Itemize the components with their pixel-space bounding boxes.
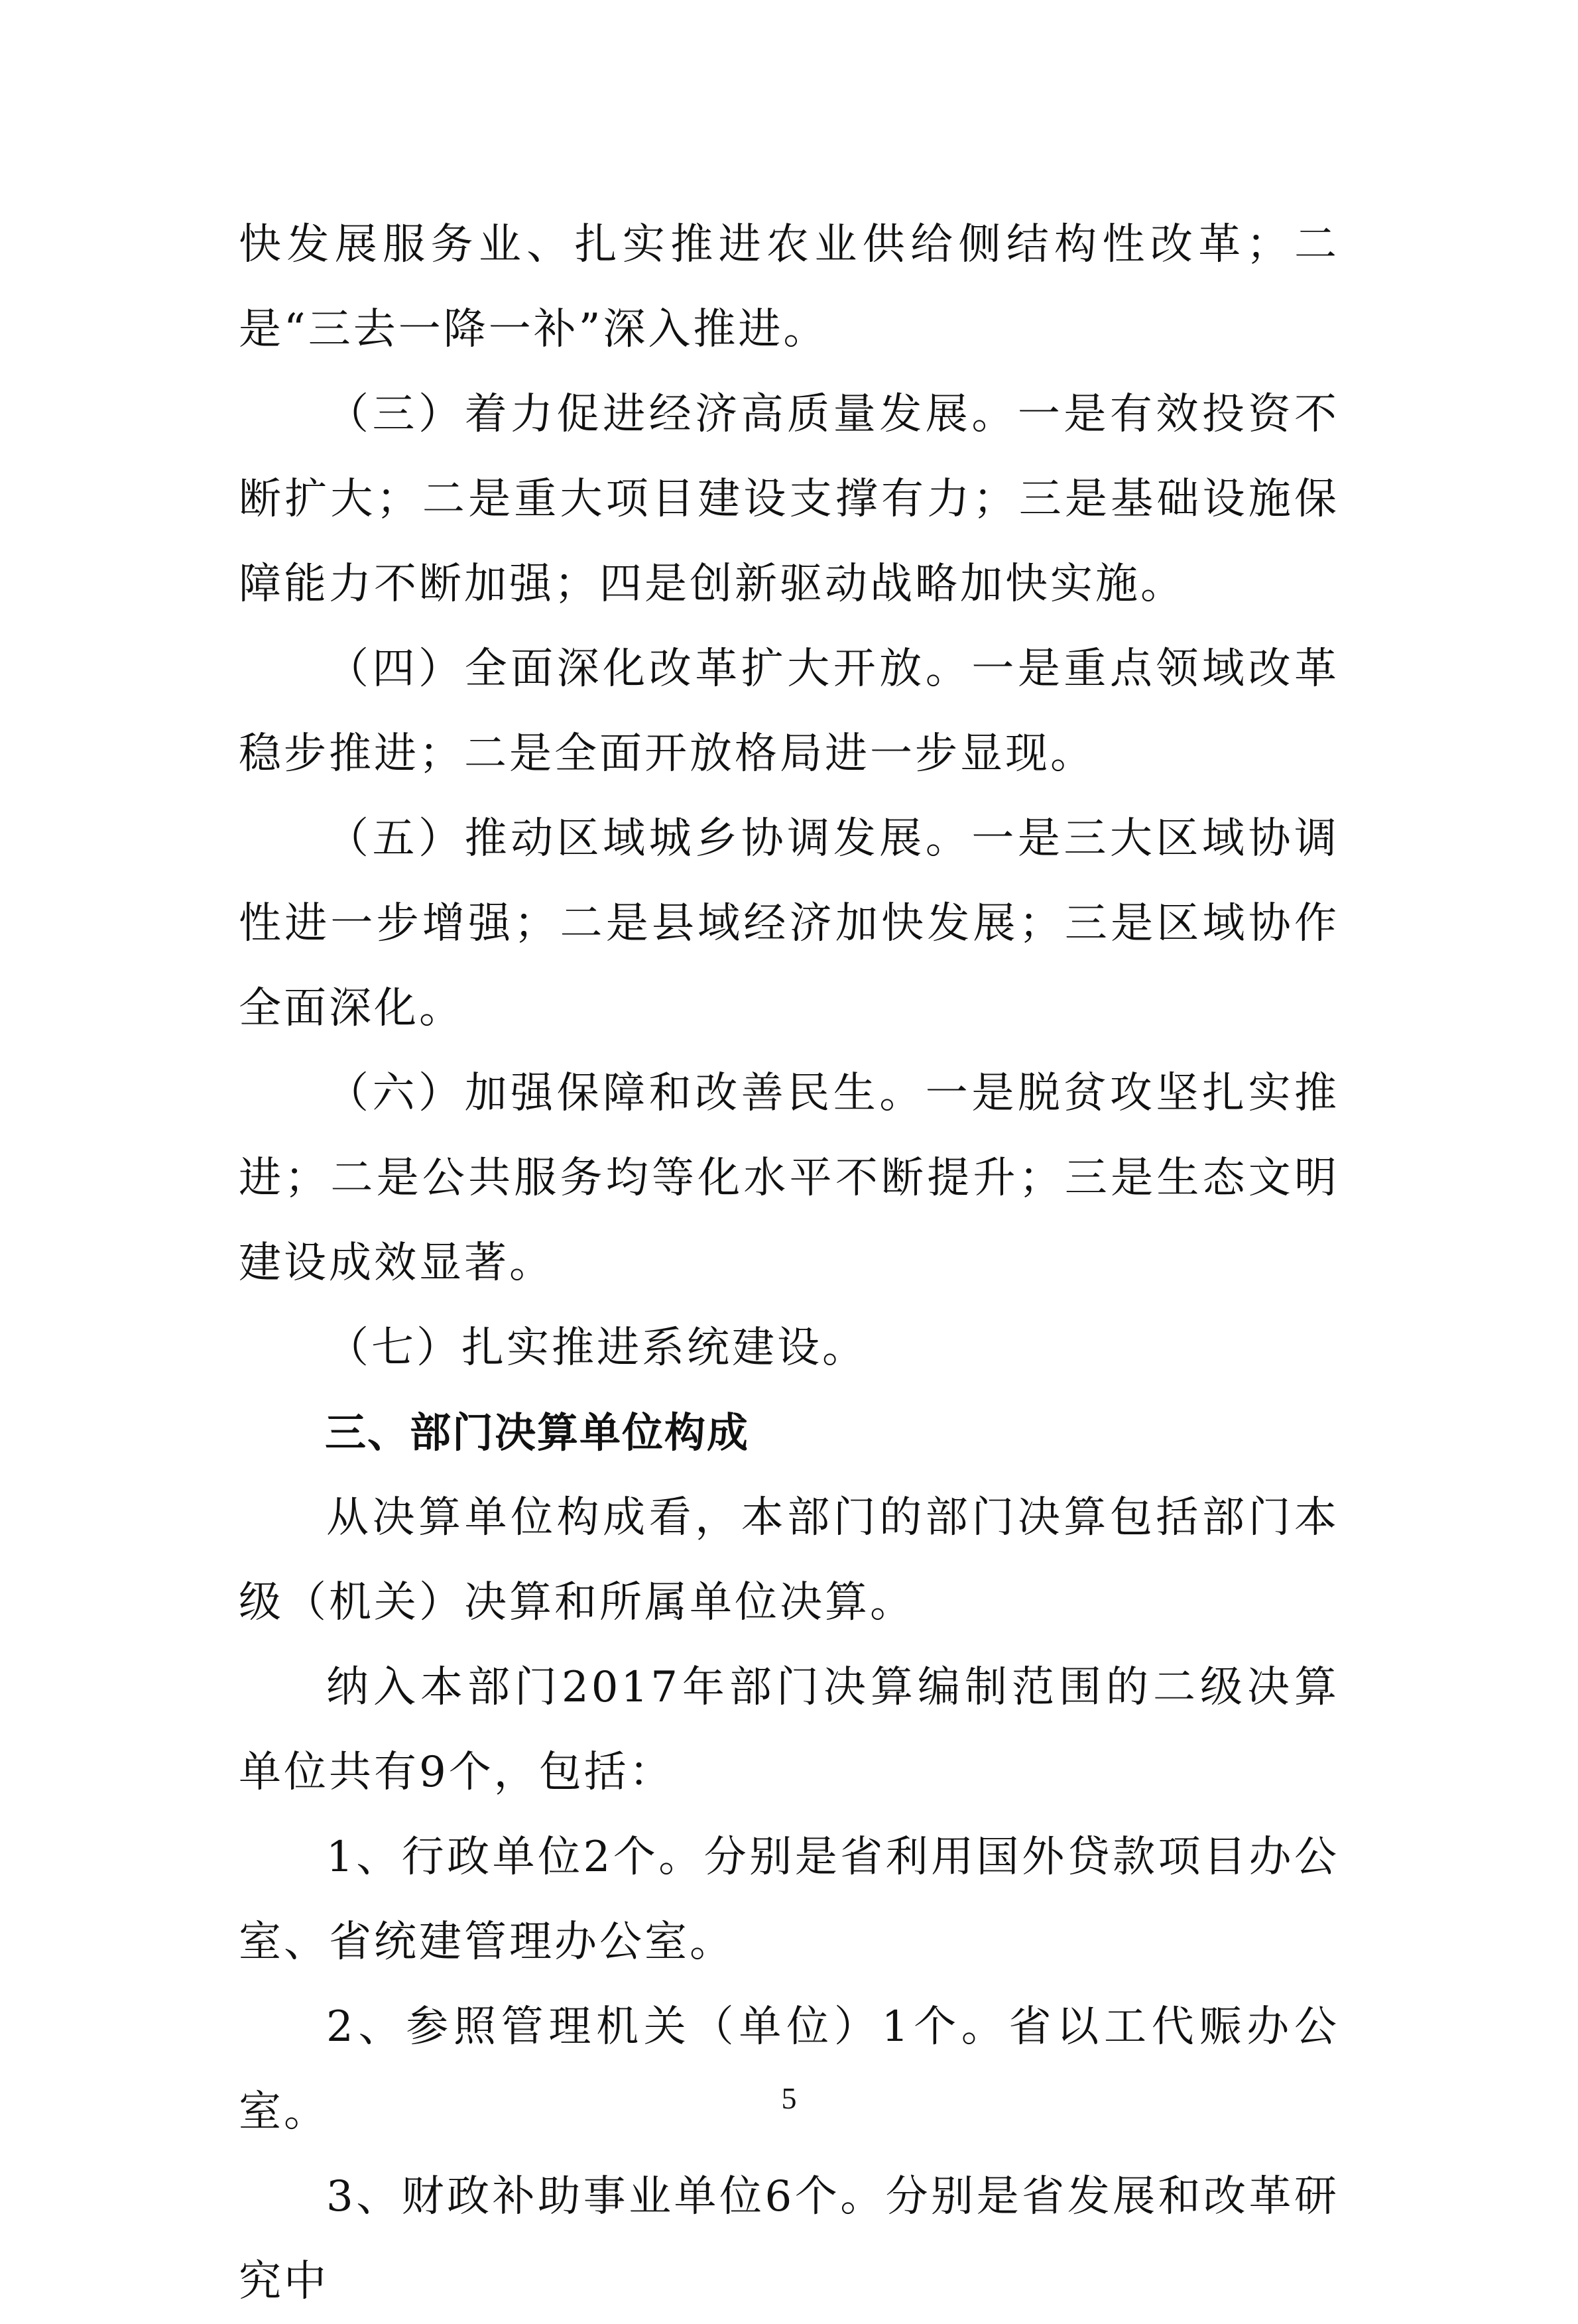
paragraph-subsidized-units: 3、财政补助事业单位6个。分别是省发展和改革研究中: [239, 2172, 1339, 2306]
paragraph-item-3: （三）着力促进经济高质量发展。一是有效投资不断扩大；二是重大项目建设支撑有力；三是基础设施保障能力不断加强；四是创新驱动战略加快实施。: [239, 390, 1339, 609]
paragraph-continued: 快发展服务业、扎实推进农业供给侧结构性改革；二是“三去一降一补”深入推进。: [239, 220, 1339, 354]
paragraph-item-7: （七）扎实推进系统建设。: [326, 1323, 867, 1373]
page-number: 5: [781, 2081, 797, 2115]
section-heading: 三、部门决算单位构成: [325, 1408, 750, 1457]
paragraph-item-5: （五）推动区域城乡协调发展。一是三大区域协调性进一步增强；二是县域经济加快发展；三是区域协作全面深化。: [239, 814, 1339, 1033]
paragraph-reference-units: 2、参照管理机关（单位）1个。省以工代赈办公室。: [239, 2002, 1339, 2136]
paragraph-item-4: （四）全面深化改革扩大开放。一是重点领域改革稳步推进；二是全面开放格局进一步显现。: [239, 644, 1339, 778]
page-content: [239, 202, 1339, 2324]
paragraph-unit-overview: 从决算单位构成看，本部门的部门决算包括部门本级（机关）决算和所属单位决算。: [239, 1493, 1339, 1627]
paragraph-item-6: （六）加强保障和改善民生。一是脱贫攻坚扎实推进；二是公共服务均等化水平不断提升；三是生态文明建设成效显著。: [239, 1069, 1339, 1288]
paragraph-unit-count: 纳入本部门2017年部门决算编制范围的二级决算单位共有9个，包括：: [239, 1663, 1339, 1797]
paragraph-admin-units: 1、行政单位2个。分别是省利用国外贷款项目办公室、省统建管理办公室。: [239, 1833, 1339, 1967]
